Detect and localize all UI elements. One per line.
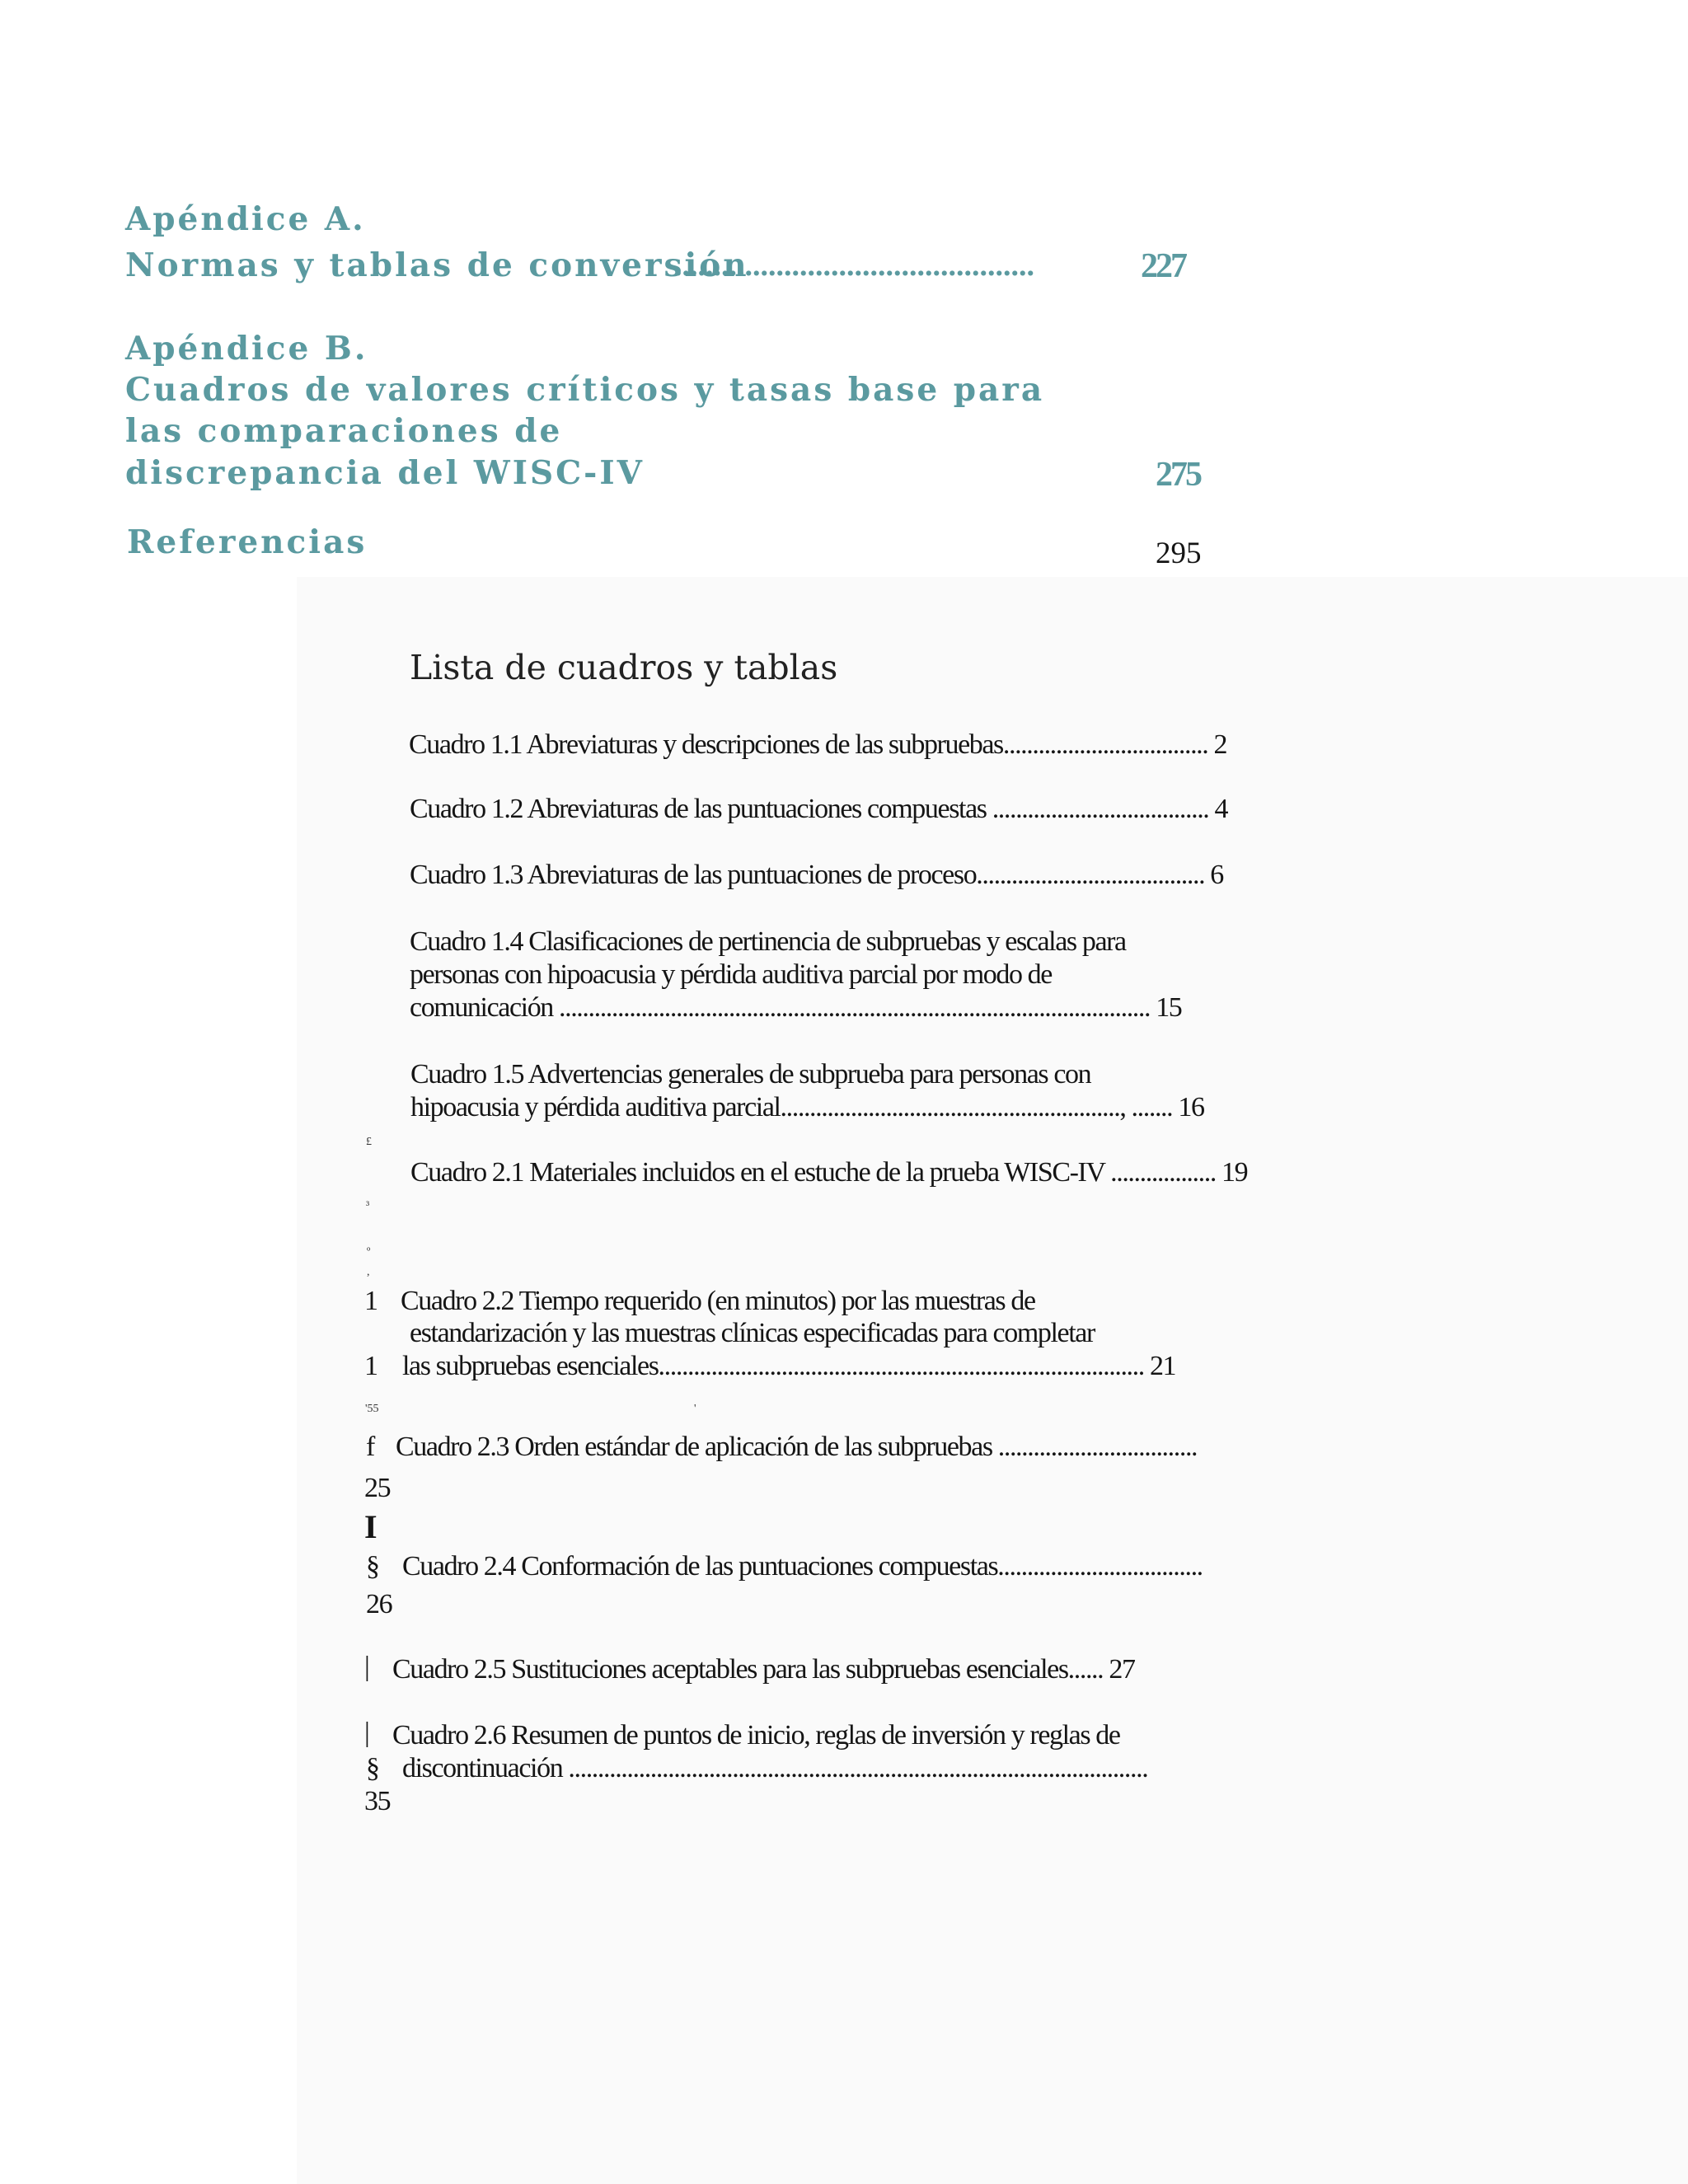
margin-mark: 1	[364, 1286, 378, 1316]
margin-mark: '55	[365, 1403, 379, 1415]
list-item-cuadro-1-4-line3: comunicación ..................................................................................................... 15	[410, 992, 1182, 1023]
appendix-b-page: 275	[1156, 456, 1200, 494]
margin-mark: ³	[366, 1200, 370, 1212]
list-item-cuadro-2-2-line3: las subpruebas esenciales................................................................................... 21	[402, 1351, 1176, 1381]
list-title: Lista de cuadros y tablas	[410, 648, 838, 687]
list-item-cuadro-1-4-line2: personas con hipoacusia y pérdida auditiva parcial por modo de	[410, 959, 1052, 990]
list-item-cuadro-1-3: Cuadro 1.3 Abreviaturas de las puntuaciones de proceso....................................... 6	[410, 860, 1223, 890]
margin-mark: f	[366, 1432, 376, 1462]
margin-mark: º	[367, 1246, 371, 1258]
margin-mark: §	[366, 1753, 380, 1783]
margin-mark: |	[364, 1718, 370, 1748]
margin-mark: ,	[367, 1266, 370, 1278]
list-item-cuadro-2-2-line2: estandarización y las muestras clínicas especificadas para completar	[410, 1318, 1095, 1348]
margin-mark: I	[364, 1508, 377, 1545]
appendix-a-page: 227	[1141, 247, 1185, 285]
appendix-a-leader-dots: ..............................................	[674, 248, 1034, 283]
margin-mark: §	[366, 1551, 380, 1582]
list-item-cuadro-1-4-line1: Cuadro 1.4 Clasificaciones de pertinencia de subpruebas y escalas para	[410, 926, 1126, 957]
list-item-cuadro-2-1: Cuadro 2.1 Materiales incluidos en el estuche de la prueba WISC-IV .................. 19	[410, 1157, 1248, 1188]
list-item-cuadro-2-6-line2: discontinuación ...................................................................................................	[402, 1753, 1148, 1783]
list-item-cuadro-1-2: Cuadro 1.2 Abreviaturas de las puntuaciones compuestas ..................................... 4	[410, 794, 1228, 824]
appendix-a-title: Normas y tablas de conversión	[125, 246, 749, 284]
list-item-cuadro-1-5-line1: Cuadro 1.5 Advertencias generales de subprueba para personas con	[410, 1059, 1091, 1090]
list-item-cuadro-2-2-line1: Cuadro 2.2 Tiempo requerido (en minutos) por las muestras de	[401, 1286, 1035, 1316]
appendix-b-label: Apéndice B.	[125, 330, 368, 368]
list-item-cuadro-2-6-page: 35	[364, 1786, 391, 1816]
list-item-cuadro-1-5-line2: hipoacusia y pérdida auditiva parcial.........................................................., ....... 16	[410, 1092, 1204, 1122]
margin-mark: |	[364, 1652, 370, 1682]
appendix-b-title-line3: discrepancia del WISC-IV	[125, 454, 645, 492]
appendix-b-title-line1: Cuadros de valores críticos y tasas base para	[125, 371, 1045, 409]
list-item-cuadro-2-4-page: 26	[366, 1589, 392, 1619]
appendix-b-title-line2: las comparaciones de	[125, 412, 563, 450]
appendix-a-label: Apéndice A.	[125, 200, 366, 238]
list-item-cuadro-2-3: Cuadro 2.3 Orden estándar de aplicación de las subpruebas ..................................	[396, 1432, 1198, 1462]
list-item-cuadro-2-5: Cuadro 2.5 Sustituciones aceptables para las subpruebas esenciales...... 27	[392, 1654, 1135, 1685]
references-label: Referencias	[127, 523, 368, 561]
margin-mark: 1	[364, 1351, 378, 1381]
list-item-cuadro-2-3-page: 25	[364, 1473, 391, 1503]
references-page: 295	[1156, 537, 1202, 570]
list-item-cuadro-2-6-line1: Cuadro 2.6 Resumen de puntos de inicio, reglas de inversión y reglas de	[392, 1720, 1120, 1750]
list-item-cuadro-1-1: Cuadro 1.1 Abreviaturas y descripciones de las subpruebas................................... 2	[409, 729, 1227, 760]
margin-mark: £	[366, 1136, 372, 1148]
list-item-cuadro-2-4: Cuadro 2.4 Conformación de las puntuaciones compuestas...................................	[402, 1551, 1203, 1582]
margin-mark: '	[694, 1403, 696, 1415]
